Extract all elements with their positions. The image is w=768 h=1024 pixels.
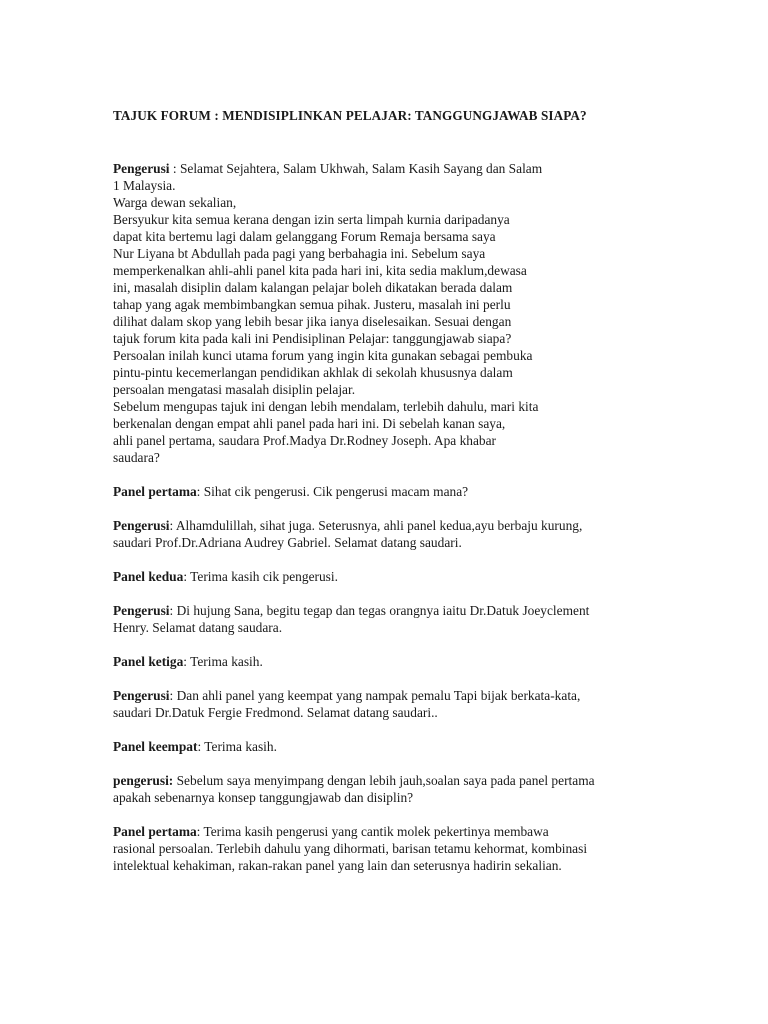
dialogue-paragraph <box>113 823 673 874</box>
speaker-label: Pengerusi <box>113 518 170 533</box>
line-text: pintu-pintu kecemerlangan pendidikan akhlak di sekolah khususnya dalam <box>113 365 513 380</box>
text-line <box>113 279 673 296</box>
line-text: : Terima kasih. <box>197 739 277 754</box>
line-text: ahli panel pertama, saudara Prof.Madya Dr.Rodney Joseph. Apa khabar <box>113 433 497 448</box>
line-text: memperkenalkan ahli-ahli panel kita pada hari ini, kita sedia maklum,dewasa <box>113 263 527 278</box>
text-line <box>113 534 673 551</box>
text-line <box>113 568 673 585</box>
line-text: : Selamat Sejahtera, Salam Ukhwah, Salam Kasih Sayang dan Salam <box>169 161 543 176</box>
text-line <box>113 262 673 279</box>
text-line <box>113 738 673 755</box>
speaker-label: Pengerusi <box>113 688 170 703</box>
line-text: saudara? <box>113 450 160 465</box>
speaker-label: Panel kedua <box>113 569 184 584</box>
text-line <box>113 483 673 500</box>
text-line <box>113 687 673 704</box>
line-text: : Terima kasih cik pengerusi. <box>183 569 338 584</box>
text-line <box>113 704 673 721</box>
line-text: dilihat dalam skop yang lebih besar jika ianya diselesaikan. Sesuai dengan <box>113 314 512 329</box>
line-text: Sebelum mengupas tajuk ini dengan lebih mendalam, terlebih dahulu, mari kita <box>113 399 539 414</box>
line-text: saudari Dr.Datuk Fergie Fredmond. Selamat datang saudari.. <box>113 705 438 720</box>
line-text: tajuk forum kita pada kali ini Pendisiplinan Pelajar: tanggungjawab siapa? <box>113 331 512 346</box>
document-page <box>113 107 673 874</box>
text-line <box>113 296 673 313</box>
text-line <box>113 364 673 381</box>
line-text: Nur Liyana bt Abdullah pada pagi yang berbahagia ini. Sebelum saya <box>113 246 486 261</box>
text-line <box>113 160 673 177</box>
speaker-label: Panel keempat <box>113 739 198 754</box>
line-text: 1 Malaysia. <box>113 178 176 193</box>
line-text: tahap yang agak membimbangkan semua pihak. Justeru, masalah ini perlu <box>113 297 511 312</box>
text-line <box>113 228 673 245</box>
speaker-label: Panel pertama <box>113 824 197 839</box>
line-text: persoalan mengatasi masalah disiplin pelajar. <box>113 382 356 397</box>
text-line <box>113 449 673 466</box>
text-line <box>113 857 673 874</box>
line-text: Henry. Selamat datang saudara. <box>113 620 283 635</box>
speaker-label: Pengerusi <box>113 161 170 176</box>
line-text: : Terima kasih. <box>183 654 263 669</box>
text-line <box>113 177 673 194</box>
line-text: rasional persoalan. Terlebih dahulu yang dihormati, barisan tetamu kehormat, kombinasi <box>113 841 588 856</box>
text-line <box>113 330 673 347</box>
line-text: Sebelum saya menyimpang dengan lebih jauh,soalan saya pada panel pertama <box>173 773 595 788</box>
text-line <box>113 789 673 806</box>
dialogue-body <box>113 160 673 874</box>
dialogue-paragraph <box>113 738 673 755</box>
dialogue-paragraph <box>113 483 673 500</box>
line-text: Warga dewan sekalian, <box>113 195 237 210</box>
text-line <box>113 415 673 432</box>
speaker-label: Panel pertama <box>113 484 197 499</box>
document-title: TAJUK FORUM : MENDISIPLINKAN PELAJAR: TANGGUNGJAWAB SIAPA? <box>113 108 587 123</box>
text-line <box>113 840 673 857</box>
text-line <box>113 313 673 330</box>
line-text: saudari Prof.Dr.Adriana Audrey Gabriel. Selamat datang saudari. <box>113 535 462 550</box>
line-text: Bersyukur kita semua kerana dengan izin serta limpah kurnia daripadanya <box>113 212 510 227</box>
text-line <box>113 398 673 415</box>
line-text: ini, masalah disiplin dalam kalangan pelajar boleh dikatakan berada dalam <box>113 280 513 295</box>
line-text: : Dan ahli panel yang keempat yang nampak pemalu Tapi bijak berkata-kata, <box>169 688 581 703</box>
line-text: apakah sebenarnya konsep tanggungjawab dan disiplin? <box>113 790 414 805</box>
speaker-label: Panel ketiga <box>113 654 184 669</box>
text-line <box>113 619 673 636</box>
text-line <box>113 194 673 211</box>
text-line <box>113 381 673 398</box>
dialogue-paragraph <box>113 687 673 721</box>
text-line <box>113 211 673 228</box>
text-line <box>113 517 673 534</box>
line-text: : Di hujung Sana, begitu tegap dan tegas orangnya iaitu Dr.Datuk Joeyclement <box>169 603 590 618</box>
speaker-label: pengerusi: <box>113 773 174 788</box>
line-text: : Sihat cik pengerusi. Cik pengerusi macam mana? <box>196 484 469 499</box>
text-line <box>113 653 673 670</box>
dialogue-paragraph <box>113 517 673 551</box>
text-line <box>113 245 673 262</box>
dialogue-paragraph <box>113 160 673 466</box>
text-line <box>113 432 673 449</box>
dialogue-paragraph <box>113 653 673 670</box>
line-text: berkenalan dengan empat ahli panel pada hari ini. Di sebelah kanan saya, <box>113 416 506 431</box>
dialogue-paragraph <box>113 568 673 585</box>
dialogue-paragraph <box>113 602 673 636</box>
line-text: intelektual kehakiman, rakan-rakan panel yang lain dan seterusnya hadirin sekalian. <box>113 858 562 873</box>
dialogue-paragraph <box>113 772 673 806</box>
text-line <box>113 772 673 789</box>
line-text: Persoalan inilah kunci utama forum yang ingin kita gunakan sebagai pembuka <box>113 348 533 363</box>
line-text: : Terima kasih pengerusi yang cantik molek pekertinya membawa <box>196 824 549 839</box>
text-line <box>113 347 673 364</box>
text-line <box>113 823 673 840</box>
speaker-label: Pengerusi <box>113 603 170 618</box>
text-line <box>113 602 673 619</box>
line-text: : Alhamdulillah, sihat juga. Seterusnya, ahli panel kedua,ayu berbaju kurung, <box>169 518 583 533</box>
line-text: dapat kita bertemu lagi dalam gelanggang Forum Remaja bersama saya <box>113 229 496 244</box>
